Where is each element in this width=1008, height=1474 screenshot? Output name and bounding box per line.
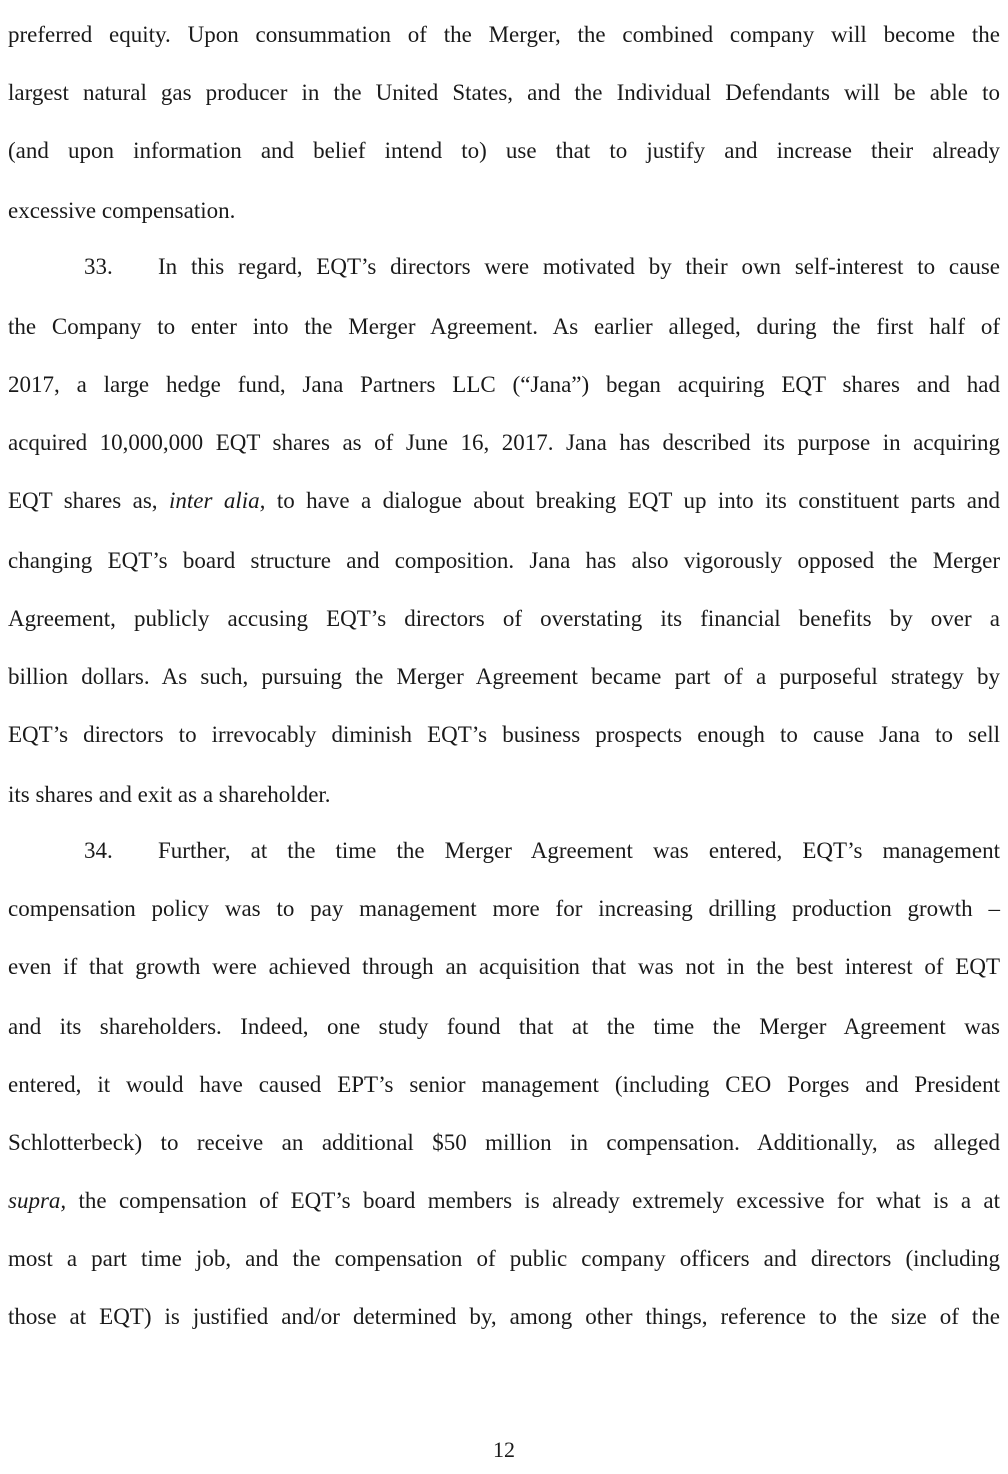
text-line: (and upon information and belief intend to) use that to justify and increase their already xyxy=(8,138,1000,163)
text-line: most a part time job, and the compensation of public company officers and directors (including xyxy=(8,1246,1000,1271)
italic-term: inter alia, xyxy=(168,488,266,513)
paragraph-number: 33. xyxy=(84,254,113,279)
text-line: Agreement, publicly accusing EQT’s directors of overstating its financial benefits by over a xyxy=(8,606,1000,631)
italic-term: supra, xyxy=(8,1188,67,1213)
text-line: billion dollars. As such, pursuing the Merger Agreement became part of a purposeful strategy by xyxy=(8,664,1000,689)
text-line: the Company to enter into the Merger Agreement. As earlier alleged, during the first half of xyxy=(8,314,1000,339)
text-line-with-italic xyxy=(8,1186,1000,1216)
text-line: largest natural gas producer in the United States, and the Individual Defendants will be able to xyxy=(8,80,1000,105)
page-number: 12 xyxy=(493,1437,515,1462)
text-line: compensation policy was to pay management more for increasing drilling production growth – xyxy=(8,896,1000,921)
text-line: acquired 10,000,000 EQT shares as of June 16, 2017. Jana has described its purpose in acquiring xyxy=(8,430,1000,455)
text-line: and its shareholders. Indeed, one study found that at the time the Merger Agreement was xyxy=(8,1014,1000,1039)
text-line: 2017, a large hedge fund, Jana Partners LLC (“Jana”) began acquiring EQT shares and had xyxy=(8,372,1000,397)
text-span: the compensation of EQT’s board members is already extremely excessive for what is a at xyxy=(66,1188,1000,1213)
text-line: changing EQT’s board structure and composition. Jana has also vigorously opposed the Merger xyxy=(8,548,1000,573)
text-span: to have a dialogue about breaking EQT up into its constituent parts and xyxy=(265,488,1000,513)
text-line: entered, it would have caused EPT’s senior management (including CEO Porges and President xyxy=(8,1072,1000,1097)
text-span: In this regard, EQT’s directors were motivated by their own self-interest to cause xyxy=(158,254,1000,279)
text-line: excessive compensation. xyxy=(8,198,236,223)
paragraph-33-first-line xyxy=(84,252,1000,282)
text-line: its shares and exit as a shareholder. xyxy=(8,782,331,807)
text-line: Schlotterbeck) to receive an additional $50 million in compensation. Additionally, as alleged xyxy=(8,1130,1000,1155)
text-line: preferred equity. Upon consummation of the Merger, the combined company will become the xyxy=(8,22,1000,47)
paragraph-34-first-line xyxy=(84,836,1000,866)
text-line: those at EQT) is justified and/or determined by, among other things, reference to the size of the xyxy=(8,1304,1000,1329)
text-span: Further, at the time the Merger Agreement was entered, EQT’s management xyxy=(158,838,1000,863)
paragraph-number: 34. xyxy=(84,838,113,863)
text-line: EQT’s directors to irrevocably diminish EQT’s business prospects enough to cause Jana to sell xyxy=(8,722,1000,747)
text-line: even if that growth were achieved through an acquisition that was not in the best interest of EQT xyxy=(8,954,1000,979)
text-line-with-italic xyxy=(8,486,1000,516)
text-span: EQT shares as, xyxy=(8,488,169,513)
